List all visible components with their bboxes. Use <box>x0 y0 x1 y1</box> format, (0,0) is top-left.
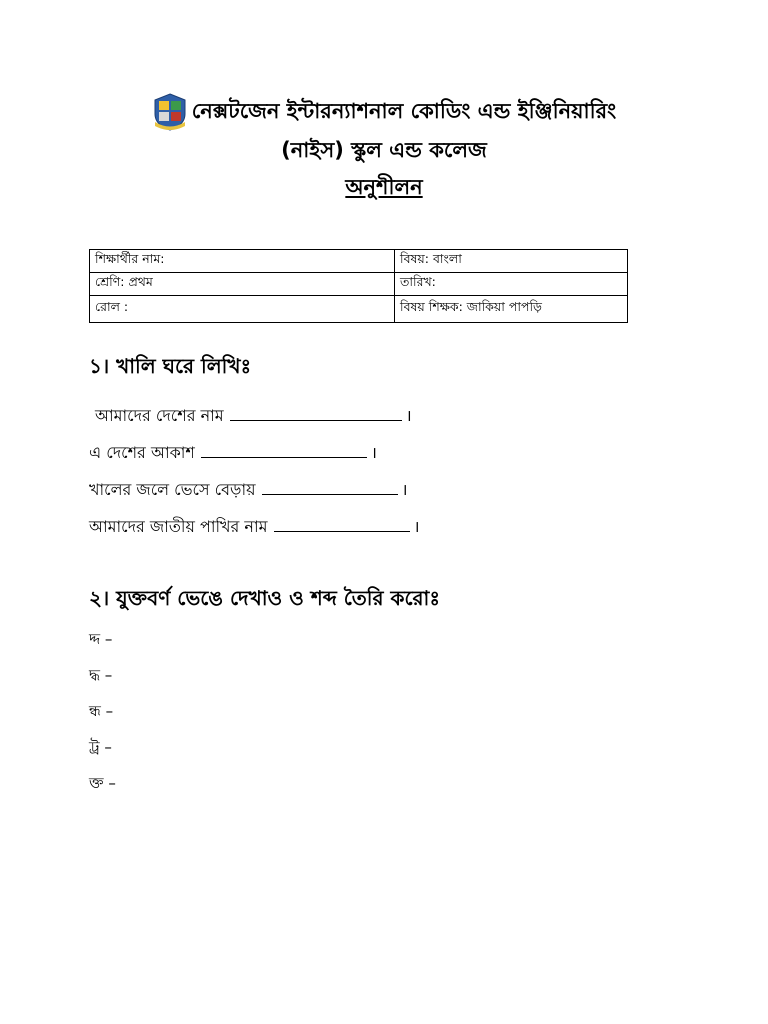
section1-heading: ১। খালি ঘরে লিখিঃ <box>89 354 252 378</box>
student-name-cell[interactable]: শিক্ষার্থীর নাম: <box>90 250 395 273</box>
fill-blank-text: আমাদের দেশের নাম <box>95 406 224 425</box>
title-row <box>0 92 768 132</box>
table-row <box>90 273 628 296</box>
school-name-line2: (নাইস) স্কুল এন্ড কলেজ <box>281 138 487 162</box>
fill-blank-text: এ দেশের আকাশ <box>89 443 195 462</box>
section2-heading: ২। যুক্তবর্ণ ভেঙে দেখাও ও শব্দ তৈরি করোঃ <box>89 586 440 610</box>
table-row <box>90 296 628 323</box>
class-cell: শ্রেণি: প্রথম <box>90 273 395 296</box>
answer-blank[interactable] <box>201 443 367 458</box>
school-logo-icon <box>152 92 188 132</box>
document-title: অনুশীলন <box>345 175 423 199</box>
date-cell[interactable]: তারিখ: <box>395 273 628 296</box>
answer-blank[interactable] <box>274 517 410 532</box>
conjunct-item: ক্ত – <box>89 774 116 792</box>
student-info-table <box>89 249 628 323</box>
conjunct-item: দ্ধ – <box>89 666 113 684</box>
subject-cell: বিষয়: বাংলা <box>395 250 628 273</box>
fill-blank-item <box>89 477 408 504</box>
table-row <box>90 250 628 273</box>
fill-blank-item <box>95 403 412 430</box>
answer-blank[interactable] <box>230 406 402 421</box>
school-name-line1: নেক্সটজেন ইন্টারন্যাশনাল কোডিং এন্ড ইঞ্জিনিয়ারিং <box>191 98 617 123</box>
sentence-end: । <box>370 443 377 462</box>
conjunct-item: ট্র – <box>89 738 112 756</box>
sentence-end: । <box>401 480 408 499</box>
answer-blank[interactable] <box>262 480 398 495</box>
fill-blank-text: খালের জলে ভেসে বেড়ায় <box>89 480 256 499</box>
fill-blank-text: আমাদের জাতীয় পাখির নাম <box>89 517 268 536</box>
conjunct-item: দ্দ – <box>89 630 113 648</box>
sentence-end: । <box>405 406 412 425</box>
fill-blank-item <box>89 440 377 467</box>
teacher-cell: বিষয় শিক্ষক: জাকিয়া পাপড়ি <box>395 296 628 323</box>
conjunct-item: ন্ধ – <box>89 702 114 720</box>
roll-cell[interactable]: রোল : <box>90 296 395 323</box>
fill-blank-item <box>89 514 420 541</box>
document-header <box>0 92 768 206</box>
sentence-end: । <box>413 517 420 536</box>
